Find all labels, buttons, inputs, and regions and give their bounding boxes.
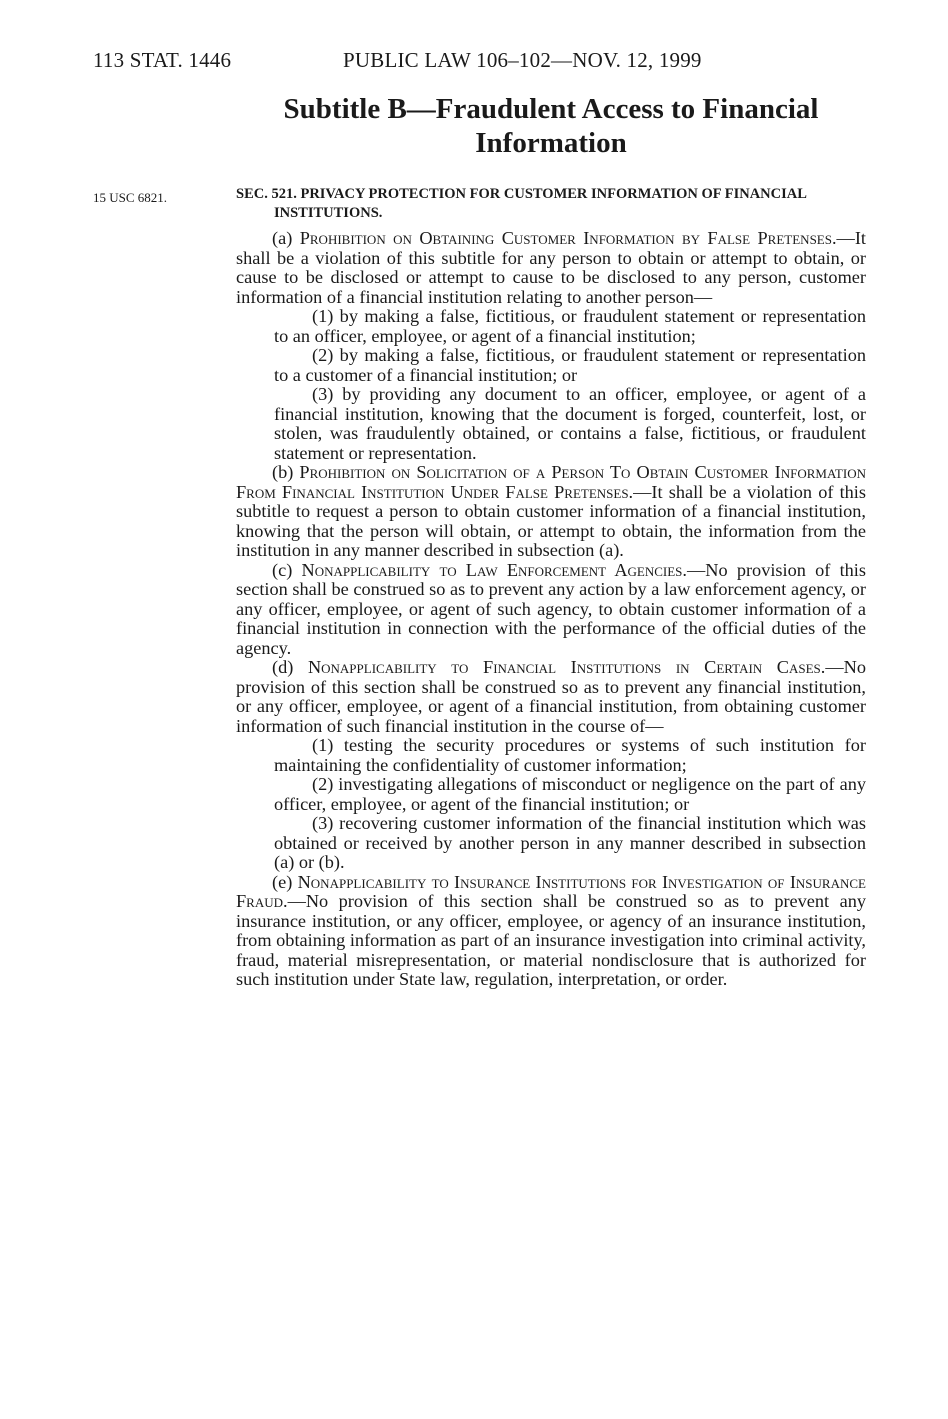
subsection-d-item-3: (3) recovering customer information of the financial institution which was obtained or received by another person in any manner described in subsection (a) or (b). bbox=[274, 813, 866, 872]
subsection-c-label: (c) bbox=[272, 559, 302, 580]
subsection-e-heading: Nonapplicability to Insurance Institutions for Investigation of Insurance Fraud. bbox=[236, 871, 866, 911]
subsection-c-heading: Nonapplicability to Law Enforcement Agencies. bbox=[301, 559, 687, 580]
subsection-c-text: —No provision of this section shall be construed so as to prevent any action by a law enforcement agency, or any officer, employee, or agent of such agency, to obtain customer information of a financial institution in connection with the performance of the official duties of the agency. bbox=[236, 559, 866, 658]
stat-reference: 113 STAT. 1446 bbox=[93, 48, 232, 72]
subsection-d-heading: Nonapplicability to Financial Institutions in Certain Cases. bbox=[307, 657, 826, 677]
subsection-b-heading: Prohibition on Solicitation of a Person To Obtain Customer Information From Financial Institution Under False Pretenses. bbox=[236, 462, 866, 502]
section-heading: SEC. 521. PRIVACY PROTECTION FOR CUSTOMER INFORMATION OF FINANCIAL INSTITUTIONS. bbox=[236, 186, 807, 221]
subtitle-heading: Subtitle B—Fraudulent Access to Financial Information bbox=[283, 93, 819, 159]
subsection-a-heading: Prohibition on Obtaining Customer Information by False Pretenses. bbox=[299, 228, 837, 248]
section-body bbox=[236, 185, 866, 990]
subsection-e-text: —No provision of this section shall be construed so as to prevent any insurance institution, or any officer, employee, or agency of an insurance institution, from obtaining information as part of an insurance investigation into criminal activity, fraud, material misrepresentation, or material nondisclosure that is authorized for such institution under State law, regulation, interpretation, or order. bbox=[236, 891, 866, 989]
subsection-a-item-1: (1) by making a false, fictitious, or fraudulent statement or representation to an officer, employee, or agent of a financial institution; bbox=[274, 306, 866, 346]
public-law-citation: PUBLIC LAW 106–102—NOV. 12, 1999 bbox=[343, 48, 702, 72]
subsection-d-text: —No provision of this section shall be construed so as to prevent any financial institution, or any officer, employee, or agent of a financial institution, from obtaining customer information of such financial institution in the course of— bbox=[236, 657, 866, 736]
margin-note-usc: 15 USC 6821. bbox=[93, 190, 168, 205]
subsection-d-label: (d) bbox=[272, 657, 308, 677]
subsection-c bbox=[236, 561, 866, 659]
subsection-d bbox=[236, 658, 866, 736]
subsection-b-label: (b) bbox=[272, 462, 300, 482]
subsection-e bbox=[236, 873, 866, 990]
subsection-a-item-2: (2) by making a false, fictitious, or fraudulent statement or representation to a customer of a financial institution; or bbox=[274, 345, 866, 385]
subsection-d-item-1: (1) testing the security procedures or systems of such institution for maintaining the confidentiality of customer information; bbox=[274, 735, 866, 775]
subsection-a-item-3: (3) by providing any document to an officer, employee, or agent of a financial institution, knowing that the document is forged, counterfeit, lost, or stolen, was fraudulently obtained, or contains a false, fictitious, or fraudulent statement or representation. bbox=[274, 384, 866, 463]
subsection-b-text: —It shall be a violation of this subtitle to request a person to obtain customer information of a financial institution, knowing that the person will obtain, or attempt to obtain, the information from the institution in any manner described in subsection (a). bbox=[236, 481, 866, 560]
subsection-a-text: —It shall be a violation of this subtitle for any person to obtain or attempt to obtain, or cause to be disclosed or attempt to cause to be disclosed to any person, customer information of a financial institution relating to another person— bbox=[236, 228, 866, 307]
subsection-d-item-2: (2) investigating allegations of misconduct or negligence on the part of any officer, employee, or agent of the financial institution; or bbox=[274, 774, 866, 814]
subsection-a bbox=[236, 229, 866, 307]
subsection-e-label: (e) bbox=[272, 871, 298, 892]
subsection-b bbox=[236, 463, 866, 561]
subsection-a-label: (a) bbox=[272, 228, 300, 248]
